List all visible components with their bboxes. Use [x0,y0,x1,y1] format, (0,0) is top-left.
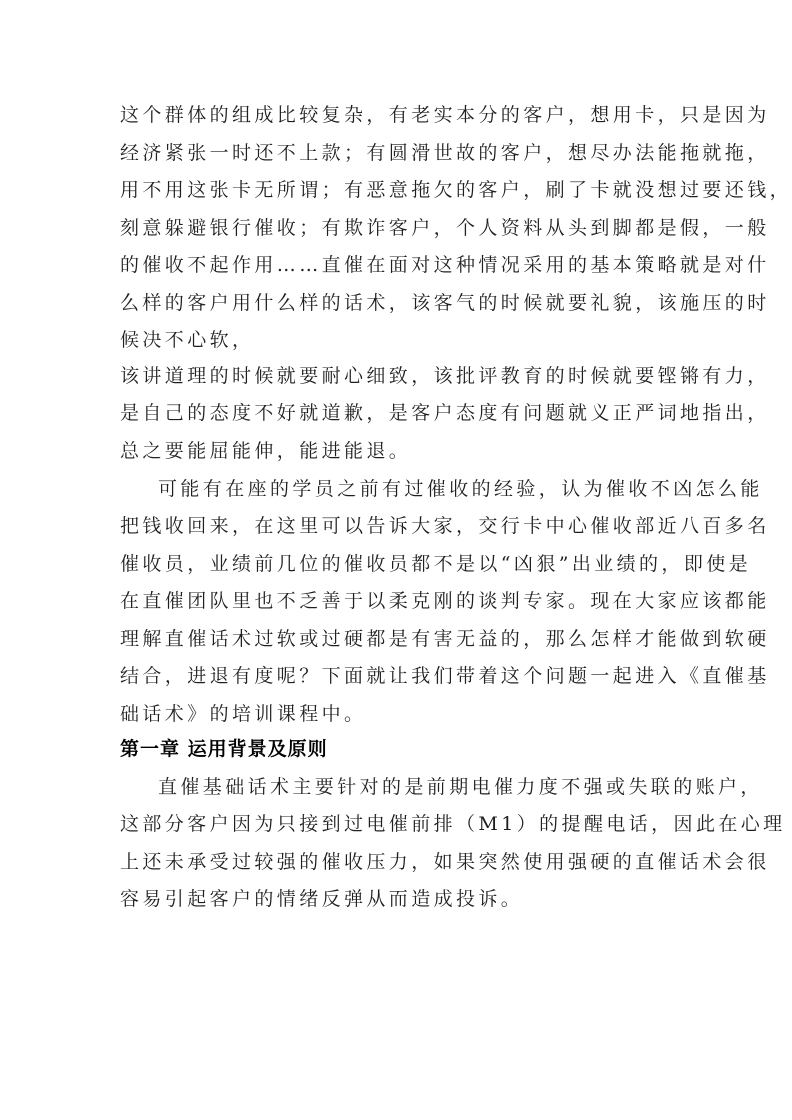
text-line: 上还未承受过较强的催收压力，如果突然使用强硬的直催话术会很 [120,851,770,873]
text-line: 的催收不起作用……直催在面对这种情况采用的基本策略就是对什 [120,254,770,276]
chapter-heading: 第一章 运用背景及原则 [120,738,328,760]
text-line: 把钱收回来，在这里可以告诉大家，交行卡中心催收部近八百多名 [120,515,770,537]
text-line: 候决不心软， [120,329,255,351]
text-line: 这个群体的组成比较复杂，有老实本分的客户，想用卡，只是因为 [120,104,770,126]
text-line: 这部分客户因为只接到过电催前排（M1）的提醒电话，因此在心理 [120,813,786,835]
text-line: 在直催团队里也不乏善于以柔克刚的谈判专家。现在大家应该都能 [120,590,770,612]
text-line: 经济紧张一时还不上款；有圆滑世故的客户，想尽办法能拖就拖， [120,142,770,164]
text-line: 容易引起客户的情绪反弹从而造成投诉。 [120,888,524,910]
text-line: 刻意躲避银行催收；有欺诈客户，个人资料从头到脚都是假，一般 [120,217,770,239]
text-line: 么样的客户用什么样的话术，该客气的时候就要礼貌，该施压的时 [120,292,770,314]
text-line: 直催基础话术主要针对的是前期电催力度不强或失联的账户， [158,776,763,798]
text-line: 该讲道理的时候就要耐心细致，该批评教育的时候就要铿锵有力， [120,365,770,387]
text-line: 可能有在座的学员之前有过催收的经验，认为催收不凶怎么能 [158,478,763,500]
text-line: 是自己的态度不好就道歉，是客户态度有问题就义正严词地指出， [120,402,770,424]
text-line: 础话术》的培训课程中。 [120,703,367,725]
text-line: 理解直催话术过软或过硬都是有害无益的，那么怎样才能做到软硬 [120,628,770,650]
text-line: 总之要能屈能伸，能进能退。 [120,440,412,462]
text-line: 催收员，业绩前几位的催收员都不是以“凶狠”出业绩的，即使是 [120,553,752,575]
text-line: 用不用这张卡无所谓；有恶意拖欠的客户，刷了卡就没想过要还钱， [120,179,792,201]
text-line: 结合，进退有度呢？下面就让我们带着这个问题一起进入《直催基 [120,665,770,687]
